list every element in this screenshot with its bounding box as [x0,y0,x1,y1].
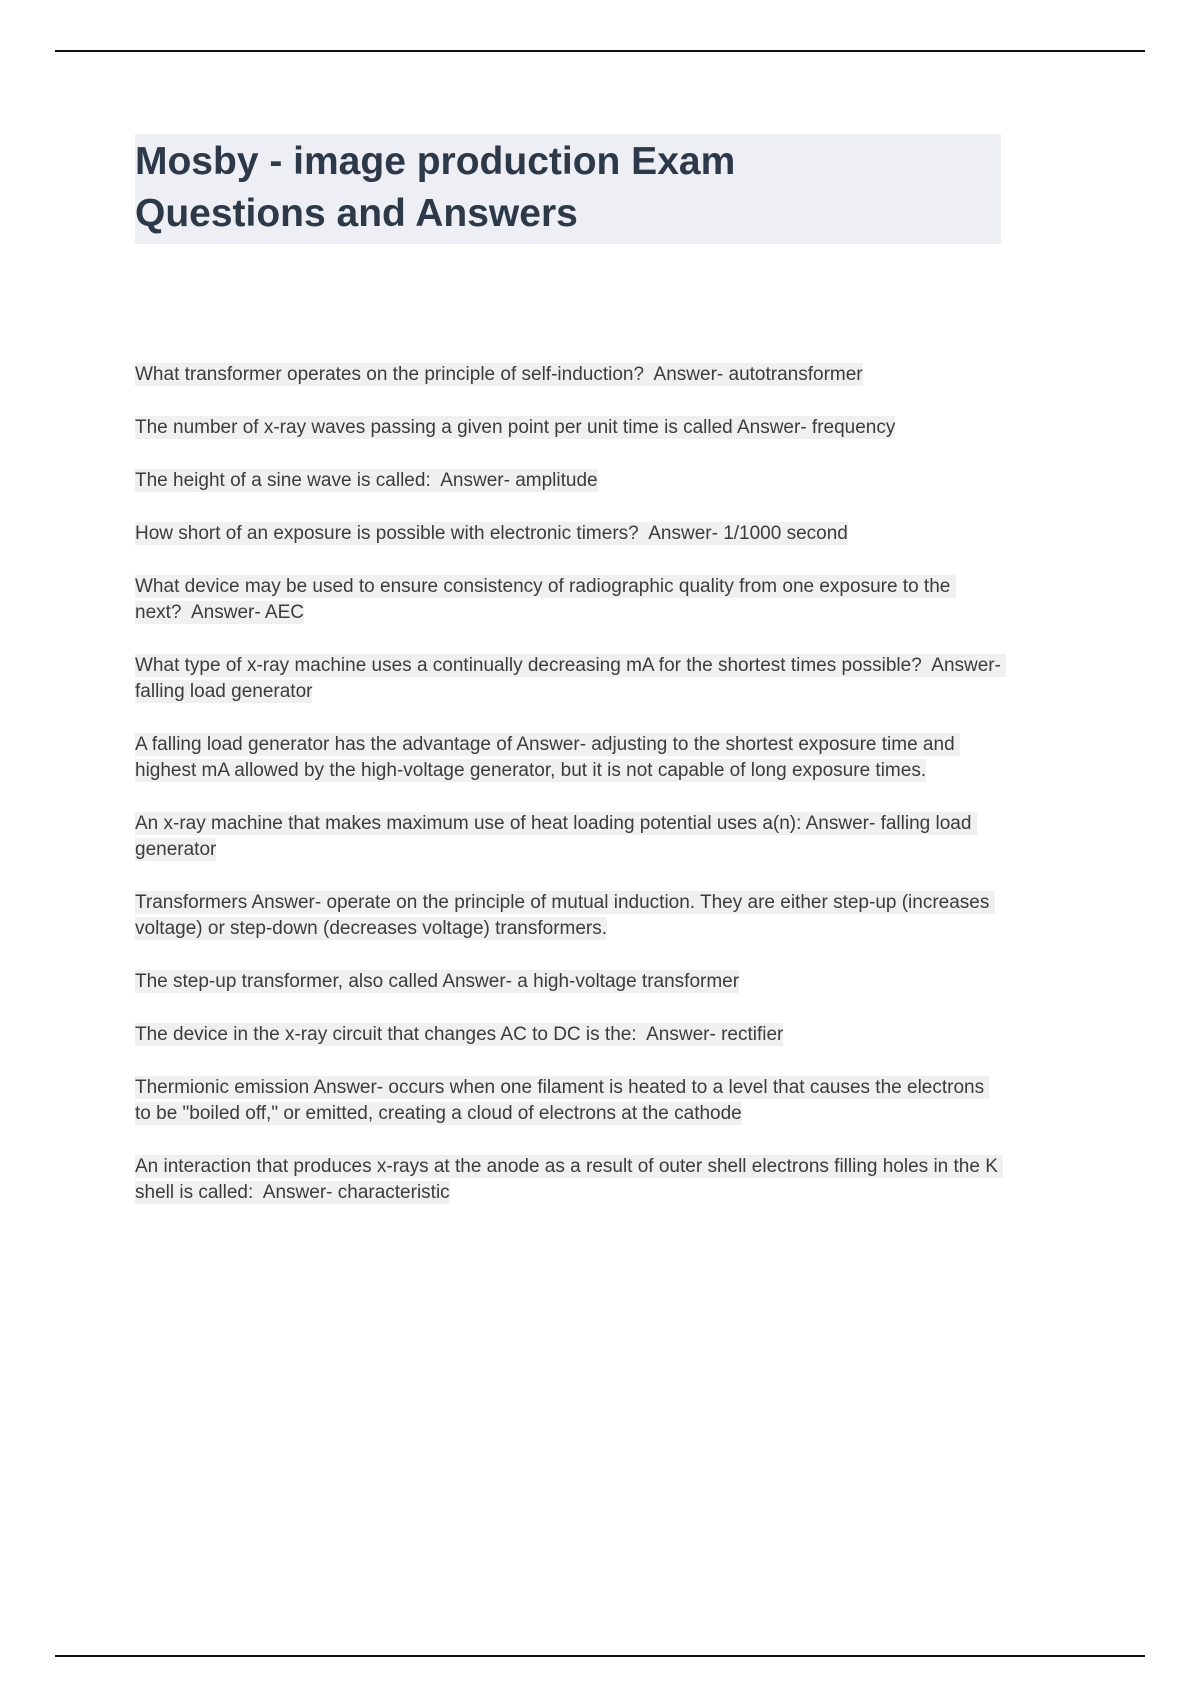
qa-text: The height of a sine wave is called: Answer- amplitude [135,470,598,491]
qa-paragraph [135,468,1001,494]
qa-text: What device may be used to ensure consistency of radiographic quality from one exposure to the next? Answer- AEC [135,576,956,623]
qa-paragraph [135,811,1001,863]
page-title-line-1: Mosby - image production Exam [135,140,736,183]
qa-text: How short of an exposure is possible with electronic timers? Answer- 1/1000 second [135,523,848,544]
page-title-line-2: Questions and Answers [135,192,578,235]
qa-text: An interaction that produces x-rays at the anode as a result of outer shell electrons filling holes in the K shell is called: Answer- characteristic [135,1156,1004,1203]
qa-paragraph [135,1154,1004,1206]
qa-text: What type of x-ray machine uses a continually decreasing mA for the shortest times possible? Answer- falling load generator [135,655,1007,702]
footer-rule [55,1655,1145,1657]
qa-text: The device in the x-ray circuit that changes AC to DC is the: Answer- rectifier [135,1024,784,1045]
qa-paragraph [135,521,1001,547]
page-title [135,134,1001,244]
qa-paragraph [135,1075,1001,1127]
qa-text: The step-up transformer, also called Answer- a high-voltage transformer [135,971,740,992]
qa-text: What transformer operates on the principle of self-induction? Answer- autotransformer [135,364,863,385]
qa-text: Thermionic emission Answer- occurs when one filament is heated to a level that causes the electrons to be "boiled off," or emitted, creating a cloud of electrons at the cathode [135,1077,990,1124]
qa-paragraph [135,732,1001,784]
qa-paragraph [135,890,1001,942]
qa-list [135,362,1007,1233]
qa-paragraph [135,362,1001,388]
header-rule [55,50,1145,52]
qa-text: The number of x-ray waves passing a given point per unit time is called Answer- frequency [135,417,896,438]
qa-text: A falling load generator has the advantage of Answer- adjusting to the shortest exposure time and highest mA allowed by the high-voltage generator, but it is not capable of long exposure times. [135,734,960,781]
qa-paragraph [135,969,1001,995]
qa-paragraph [135,653,1007,705]
qa-paragraph [135,1022,1001,1048]
qa-text: An x-ray machine that makes maximum use of heat loading potential uses a(n): Answer- falling load generator [135,813,977,860]
qa-paragraph [135,574,1001,626]
qa-paragraph [135,415,1001,441]
qa-text: Transformers Answer- operate on the principle of mutual induction. They are either step-up (increases voltage) or step-down (decreases voltage) transformers. [135,892,995,939]
